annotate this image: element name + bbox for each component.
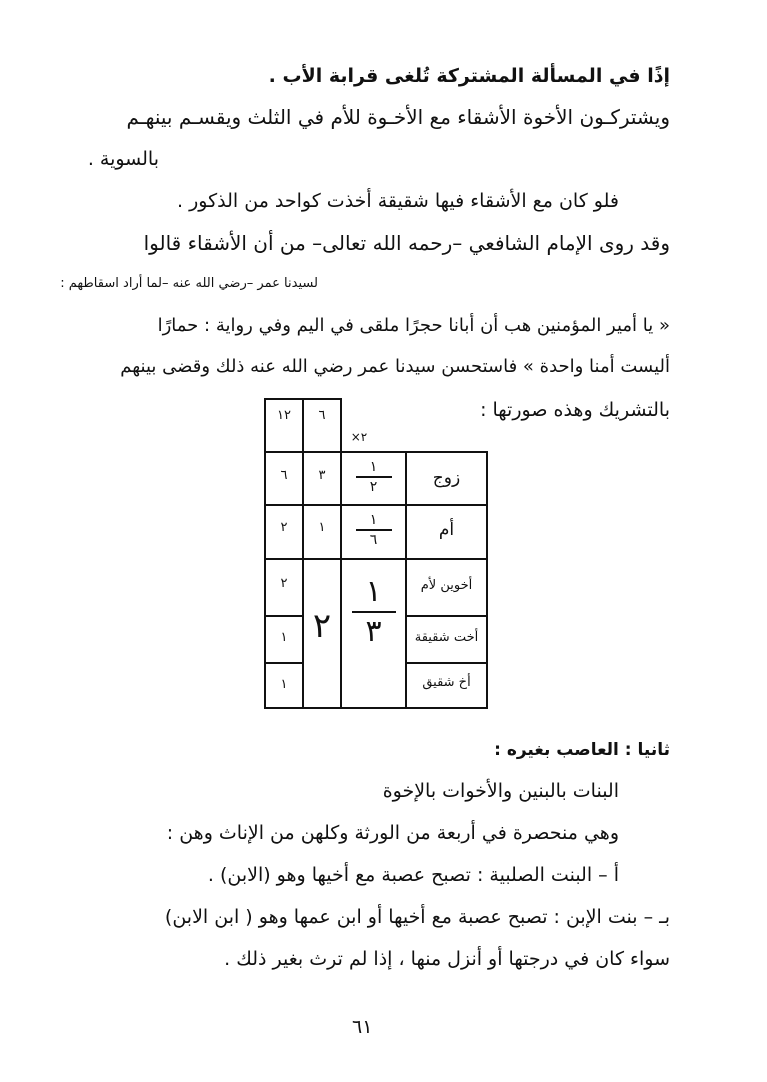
row-mother-base: ١: [318, 520, 326, 535]
table-grid: [264, 398, 488, 709]
share-denominator: ٣: [365, 614, 382, 649]
header-multiplier: ×٢: [350, 430, 368, 444]
row-full-brother-corrected: ١: [280, 677, 288, 692]
header-base: ٦: [318, 408, 326, 423]
row-husband-label: زوج: [432, 468, 461, 488]
text-line-13: بـ – بنت الإبن : تصبح عصبة مع أخيها أو ابن عمها وهو ( ابن الابن): [164, 906, 670, 928]
group-share: [341, 573, 406, 651]
text-line-3: بالسوية .: [87, 148, 159, 170]
row-mother-share: [341, 511, 406, 549]
row-husband-corrected: ٦: [280, 468, 288, 483]
text-line-11: وهي منحصرة في أربعة من الورثة وكلهن من الإناث وهن :: [166, 822, 619, 844]
text-line-2: ويشتركـون الأخوة الأشقاء مع الأخـوة للأم في الثلث ويقسـم بينهـم: [126, 105, 670, 129]
text-line-6: لسيدنا عمر –رضي الله عنه –لما أراد اسقاطهم :: [60, 276, 318, 291]
text-line-12: أ – البنت الصلبية : تصبح عصبة مع أخيها وهو (الابن) .: [207, 864, 619, 886]
share-denominator: ٢: [369, 479, 378, 495]
row-full-brother-label: أخ شقيق: [422, 675, 471, 690]
inheritance-table: [264, 398, 488, 709]
row-uterine-brothers-corrected: ٢: [280, 576, 288, 591]
page-number: ٦١: [352, 1016, 373, 1038]
group-base: ٢: [312, 606, 332, 646]
row-husband-base: ٣: [318, 468, 326, 483]
row-mother-label: أم: [438, 520, 455, 540]
row-full-sister-label: أخت شقيقة: [414, 630, 479, 645]
share-numerator: ١: [365, 574, 382, 609]
text-line-4: فلو كان مع الأشقاء فيها شقيقة أخذت كواحد من الذكور .: [177, 190, 619, 212]
text-line-5: وقد روى الإمام الشافعي –رحمه الله تعالى– من أن الأشقاء قالوا: [143, 231, 670, 255]
row-full-sister-corrected: ١: [280, 630, 288, 645]
share-numerator: ١: [369, 459, 378, 475]
row-husband-share: [341, 458, 406, 496]
text-line-8: أليست أمنا واحدة » فاستحسن سيدنا عمر رضي الله عنه ذلك وقضى بينهم: [120, 356, 670, 377]
text-line-9: بالتشريك وهذه صورتها :: [480, 399, 670, 421]
text-line-10: البنات بالبنين والأخوات بالإخوة: [382, 780, 619, 802]
text-line-1: إذًا في المسألة المشتركة تُلغى قرابة الأب .: [268, 65, 670, 87]
share-numerator: ١: [369, 512, 378, 528]
section-heading: ثانيا : العاصب بغيره :: [494, 740, 670, 760]
row-mother-corrected: ٢: [280, 520, 288, 535]
share-denominator: ٦: [369, 532, 378, 548]
header-corrected-base: ١٢: [277, 408, 291, 423]
text-line-7: « يا أمير المؤمنين هب أن أبانا حجرًا ملقى في اليم وفي رواية : حمارًا: [157, 315, 670, 336]
row-uterine-brothers-label: أخوين لأم: [420, 578, 473, 593]
text-line-14: سواء كان في درجتها أو أنزل منها ، إذا لم ترث بغير ذلك .: [224, 948, 670, 970]
